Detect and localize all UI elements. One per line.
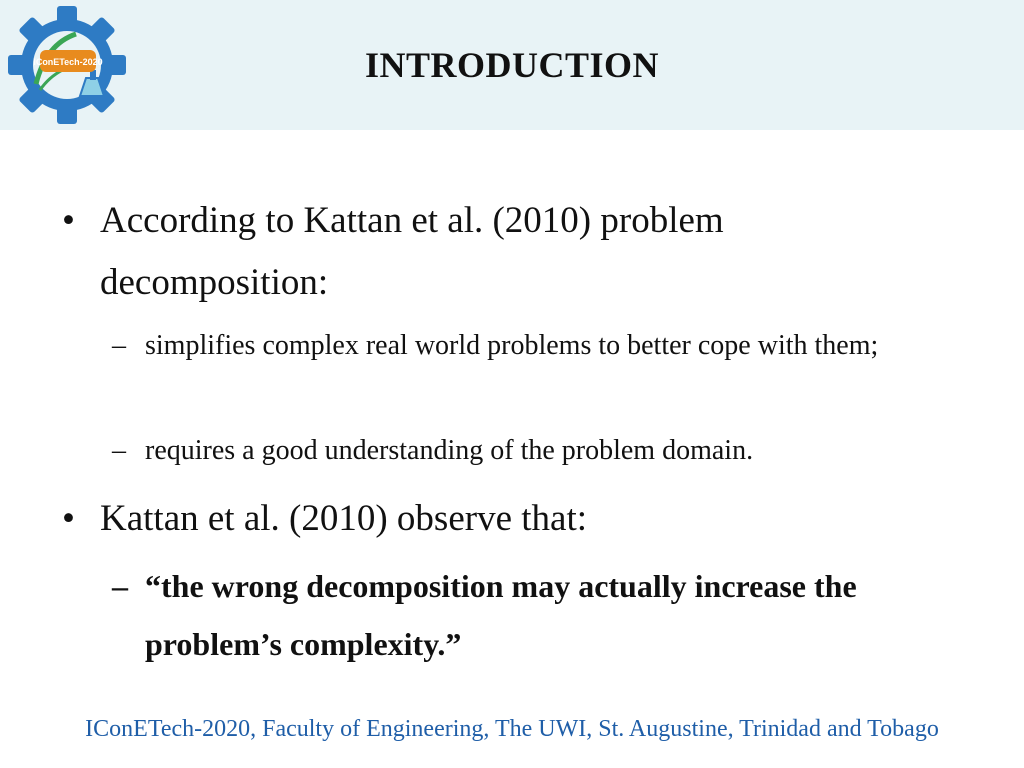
subbullet-marker: –: [112, 435, 126, 466]
footer-text: IConETech-2020, Faculty of Engineering, The UWI, St. Augustine, Trinidad and Tobago: [85, 716, 939, 742]
bullet-text: Kattan et al. (2010) observe that:: [100, 498, 587, 539]
subbullet-text: requires a good understanding of the problem domain.: [145, 435, 754, 466]
subbullet-marker: –: [112, 568, 128, 604]
subbullet-text: simplifies complex real world problems to better cope with them;: [145, 330, 879, 361]
bullet-text: According to Kattan et al. (2010) problem decomposition:: [100, 200, 724, 303]
quote-text: “the wrong decomposition may actually increase the problem’s complexity.”: [145, 568, 857, 662]
slide-title-text: INTRODUCTION: [364, 45, 660, 85]
subbullet-marker: –: [112, 330, 126, 361]
bullet-marker: •: [62, 200, 75, 241]
bullet-marker: •: [62, 498, 75, 539]
svg-text:IConETech-2020: IConETech-2020: [33, 57, 103, 67]
